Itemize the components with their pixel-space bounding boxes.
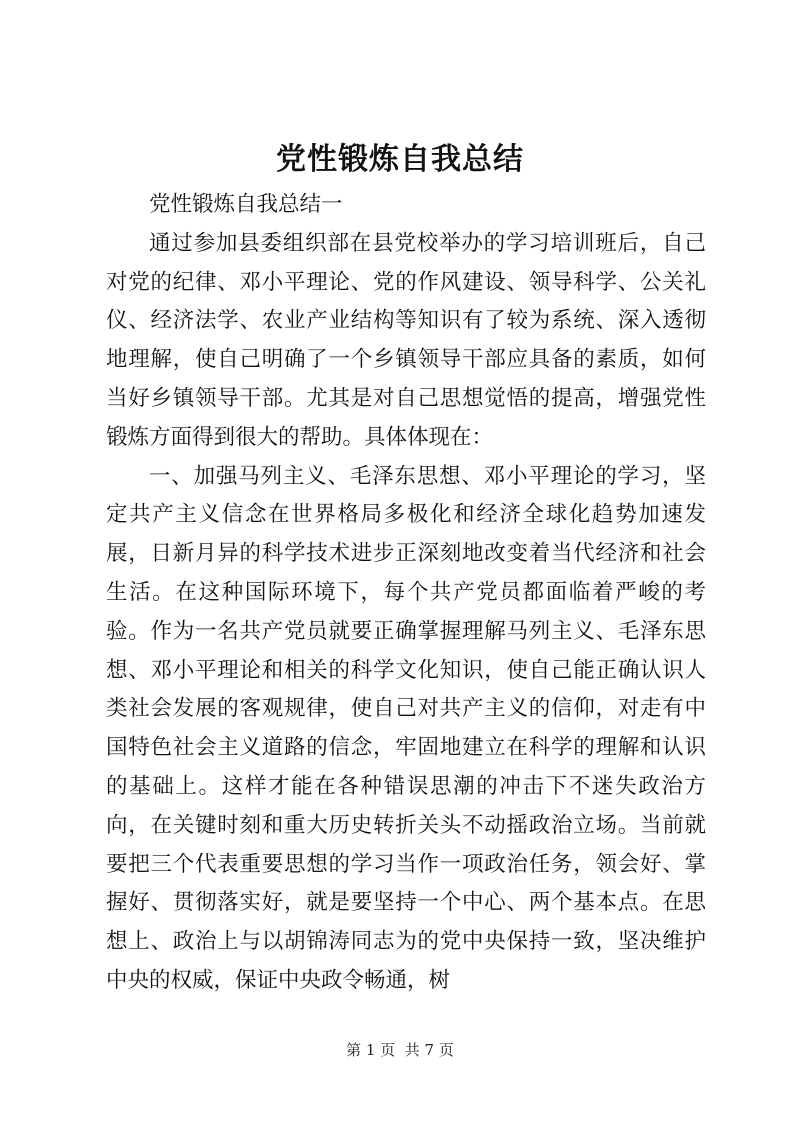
document-title: 党性锻炼自我总结 [276,142,524,177]
page-number: 第 1 页 共 7 页 [346,1041,454,1059]
body-paragraph: 通过参加县委组织部在县党校举办的学习培训班后，自己对党的纪律、邓小平理论、党的作风建设、领导科学、公关礼仪、经济法学、农业产业结构等知识有了较为系统、深入透彻地理解，使自己明确了一个乡镇领导干部应具备的素质，如何当好乡镇领导干部。尤其是对自己思想觉悟的提高，增强党性锻炼方面得到很大的帮助。具体体现在： [106,230,706,450]
section-heading: 党性锻炼自我总结一 [149,192,343,217]
body-paragraph: 一、加强马列主义、毛泽东思想、邓小平理论的学习，坚定共产主义信念在世界格局多极化和经济全球化趋势加速发展，日新月异的科学技术进步正深刻地改变着当代经济和社会生活。在这种国际环境下，每个共产党员都面临着严峻的考验。作为一名共产党员就要正确掌握理解马列主义、毛泽东思想、邓小平理论和相关的科学文化知识，使自己能正确认识人类社会发展的客观规律，使自己对共产主义的信仰，对走有中国特色社会主义道路的信念，牢固地建立在科学的理解和认识的基础上。这样才能在各种错误思潮的冲击下不迷失政治方向，在关键时刻和重大历史转折关头不动摇政治立场。当前就要把三个代表重要思想的学习当作一项政治任务，领会好、掌握好、贯彻落实好，就是要坚持一个中心、两个基本点。在思想上、政治上与以胡锦涛同志为的党中央保持一致，坚决维护中央的权威，保证中央政令畅通，树 [106,463,706,993]
document-body [106,186,706,1001]
page-footer [0,1040,800,1060]
